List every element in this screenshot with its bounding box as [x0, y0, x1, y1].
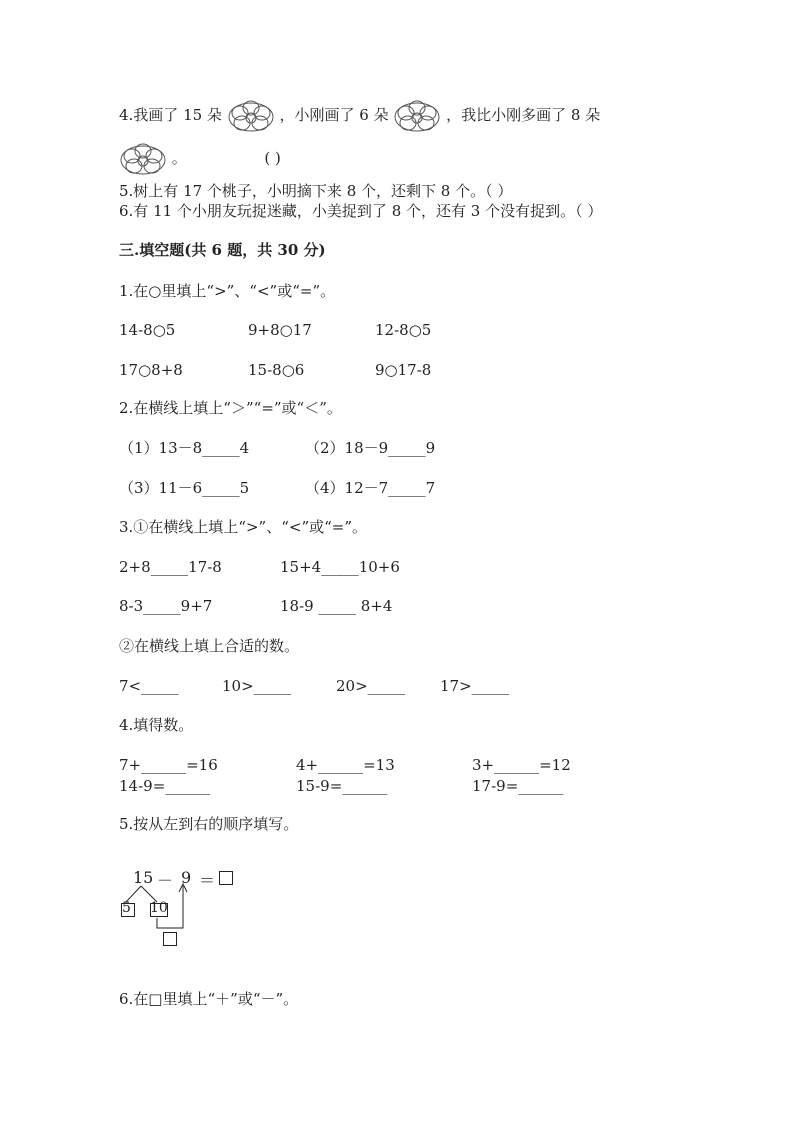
- s2-r2-c1: （3）11－6_____5: [119, 479, 250, 497]
- s3-r1-c1: 2+8_____17-8: [119, 558, 222, 576]
- s3-r3-c4: 17>_____: [440, 677, 510, 695]
- s5-title: 5.按从左到右的顺序填写。: [119, 815, 299, 833]
- s3-r3-c2: 10>_____: [222, 677, 292, 695]
- s3-r1-c2: 15+4_____10+6: [280, 558, 400, 576]
- s1-r2-c3: 9○17-8: [375, 361, 432, 379]
- q5-text: 5.树上有 17 个桃子，小明摘下来 8 个，还剩下 8 个。（ ）: [119, 182, 513, 200]
- s3-subtitle: ②在横线上填上合适的数。: [119, 637, 300, 655]
- s3-r2-c2: 18-9 _____ 8+4: [280, 597, 393, 615]
- s6-title: 6.在□里填上“＋”或“－”。: [119, 990, 299, 1008]
- q4-text-2: ，小刚画了 6 朵: [279, 106, 389, 124]
- split-right-value: 10: [150, 900, 168, 916]
- s4-r1-c1: 7+______=16: [119, 756, 218, 774]
- s1-title: 1.在○里填上“>”、“<”或“=”。: [119, 282, 336, 300]
- s3-r3-c1: 7<_____: [119, 677, 179, 695]
- s1-r2-c1: 17○8+8: [119, 361, 183, 379]
- s3-title: 3.①在横线上填上“>”、“<”或“=”。: [119, 518, 368, 536]
- q6-text: 6.有 11 个小朋友玩捉迷藏，小美捉到了 8 个，还有 3 个没有捉到。（ ）: [119, 202, 603, 220]
- s2-title: 2.在横线上填上“＞”“=”或“＜”。: [119, 399, 342, 417]
- s2-r1-c2: （2）18－9_____9: [305, 439, 436, 457]
- minuend: 15: [133, 868, 154, 887]
- flower-icon: [393, 96, 441, 136]
- flower-icon: [227, 96, 275, 136]
- q4-text-4: 。: [171, 149, 187, 167]
- q4-text-1: 4.我画了 15 朵: [119, 106, 222, 124]
- s1-r1-c1: 14-8○5: [119, 321, 176, 339]
- s4-r2-c3: 17-9=______: [472, 777, 564, 795]
- s4-title: 4.填得数。: [119, 716, 194, 734]
- s4-r2-c2: 15-9=______: [296, 777, 388, 795]
- equals-sign: ＝: [199, 871, 216, 890]
- s3-r3-c3: 20>_____: [336, 677, 406, 695]
- s4-r1-c2: 4+______=13: [296, 756, 395, 774]
- q4-line1: [119, 96, 600, 136]
- split-lines: [119, 866, 259, 956]
- q4-text-3: ，我比小刚多画了 8 朵: [446, 106, 601, 124]
- section-title: 三.填空题(共 6 题，共 30 分): [119, 241, 326, 259]
- s1-r2-c2: 15-8○6: [248, 361, 305, 379]
- s2-r2-c2: （4）12－7_____7: [305, 479, 436, 497]
- s1-r1-c2: 9+8○17: [248, 321, 312, 339]
- s2-r1-c1: （1）13－8_____4: [119, 439, 250, 457]
- s3-r2-c1: 8-3_____9+7: [119, 597, 213, 615]
- split-number-diagram: [119, 866, 259, 956]
- split-left-value: 5: [122, 900, 131, 916]
- q4-answer-paren: ( ): [264, 149, 281, 167]
- s1-r1-c3: 12-8○5: [375, 321, 432, 339]
- flower-icon: [119, 139, 167, 179]
- minus-sign: －: [157, 871, 174, 890]
- step-answer-box[interactable]: [163, 932, 177, 946]
- q4-line2: [119, 139, 281, 179]
- s4-r1-c3: 3+______=12: [472, 756, 571, 774]
- s4-r2-c1: 14-9=______: [119, 777, 211, 795]
- subtrahend: 9: [181, 868, 192, 887]
